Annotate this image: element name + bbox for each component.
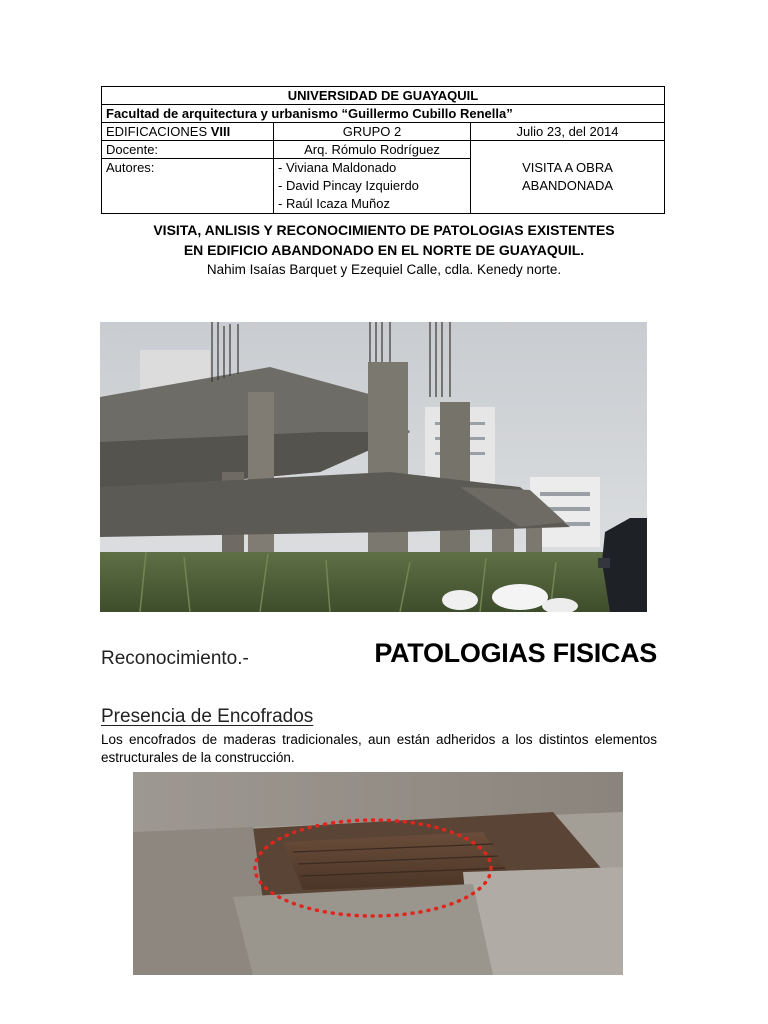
document-title: [60, 220, 708, 280]
site-address: Nahim Isaías Barquet y Ezequiel Calle, cdla. Kenedy norte.: [206, 262, 562, 277]
title-line-1: VISITA, ANLISIS Y RECONOCIMIENTO DE PATOLOGIAS EXISTENTES: [153, 222, 615, 238]
building-photo: [100, 322, 647, 612]
group-cell: GRUPO 2: [274, 123, 471, 141]
course-cell: [102, 123, 274, 141]
university-name: UNIVERSIDAD DE GUAYAQUIL: [102, 87, 665, 105]
section-heading-row: [101, 636, 661, 676]
author-1: - Viviana Maldonado: [278, 160, 397, 175]
header-table: [101, 86, 665, 214]
section-heading: PATOLOGIAS FISICAS: [374, 638, 657, 668]
visit-cell: [471, 141, 665, 214]
author-3: - Raúl Icaza Muñoz: [278, 196, 390, 211]
course-prefix: EDIFICACIONES: [106, 124, 208, 139]
author-2: - David Pincay Izquierdo: [278, 178, 419, 193]
recognition-label: Reconocimiento.-: [101, 648, 249, 669]
faculty-name: Facultad de arquitectura y urbanismo “Guillermo Cubillo Renella”: [102, 105, 665, 123]
teacher-label: Docente:: [102, 141, 274, 159]
title-line-2: EN EDIFICIO ABANDONADO EN EL NORTE DE GUAYAQUIL.: [183, 242, 585, 258]
subsection-title: Presencia de Encofrados: [101, 706, 314, 727]
teacher-name: Arq. Rómulo Rodríguez: [274, 141, 471, 159]
authors-label: Autores:: [102, 159, 274, 214]
authors-cell: [274, 159, 471, 214]
subsection-paragraph: Los encofrados de maderas tradicionales, aun están adheridos a los distintos elementos estructurales de la construcción.: [101, 732, 657, 765]
formwork-photo: [133, 772, 623, 975]
visit-line-1: VISITA A OBRA: [522, 160, 613, 175]
visit-line-2: ABANDONADA: [521, 178, 614, 193]
date-cell: Julio 23, del 2014: [471, 123, 665, 141]
course-number: VIII: [210, 124, 231, 139]
